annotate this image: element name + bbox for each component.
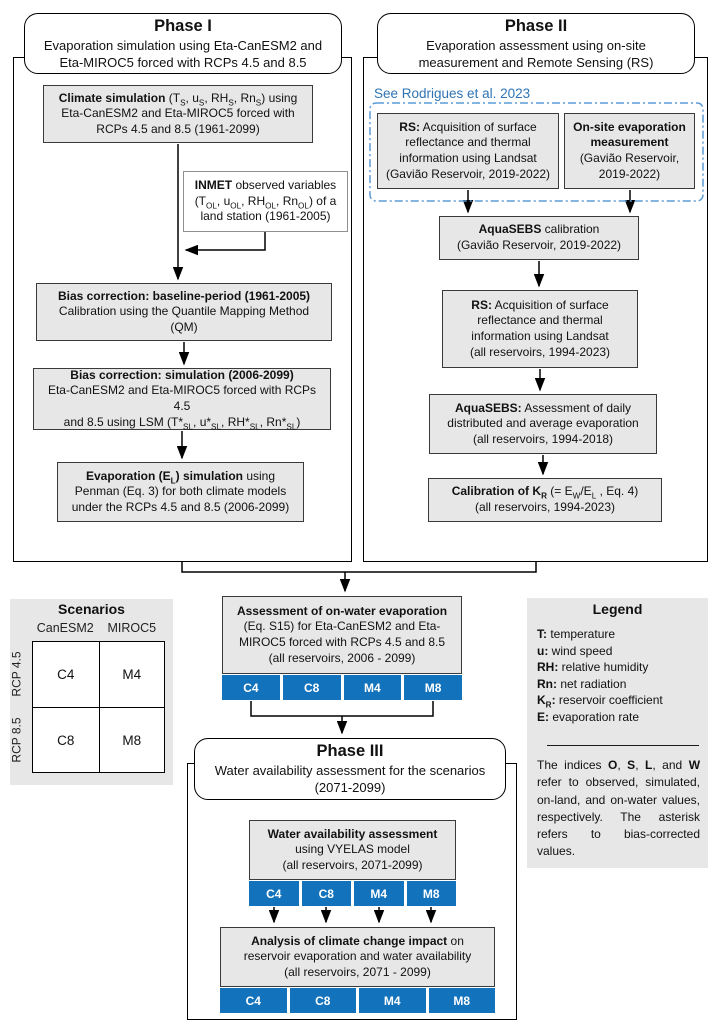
scenario-cell-m8: M8 [407, 881, 457, 906]
scenario-row-water-availability [249, 881, 456, 906]
scenario-cell-m8: M8 [404, 675, 462, 700]
scenarios-title: Scenarios [58, 601, 125, 617]
col-header-canesm2: CanESM2 [36, 621, 94, 635]
aquasebs-assessment-box: AquaSEBS: Assessment of daily distributed and average evaporation (all reservoirs, 1994-2018) [429, 394, 657, 454]
analysis-impact-box: Analysis of climate change impact on reservoir evaporation and water availability (all reservoirs, 2071 - 2099) [220, 927, 495, 987]
legend-title: Legend [592, 601, 643, 617]
legend-item-temperature: T: temperature [537, 627, 616, 641]
scenarios-cell-c8: C8 [33, 707, 99, 772]
phase2-subtitle: Evaporation assessment using on-site measurement and Remote Sensing (RS) [418, 37, 654, 70]
climate-simulation-box: Climate simulation ($T_S$, $u_S$, $RH_S$, $Rn_S$) using Eta-CanESM2 and Eta-MIROC5 forced with RCPs 4.5 and 8.5 (1961-2099) [43, 85, 313, 143]
phase1-title: Phase I [154, 17, 212, 35]
scenario-cell-c8: C8 [290, 988, 357, 1013]
phase3-title: Phase III [316, 742, 384, 760]
scenario-cell-m8: M8 [429, 988, 496, 1013]
col-header-miroc5: MIROC5 [107, 621, 157, 635]
phase2-title: Phase II [504, 17, 568, 35]
rs-acquisition-all-box: RS: Acquisition of surface reflectance and thermal information using Landsat (all reservoirs, 1994-2023) [442, 290, 638, 368]
legend-item-relative-humidity: RH: relative humidity [537, 660, 649, 674]
assessment-on-water-box: Assessment of on-water evaporation (Eq. S15) for Eta-CanESM2 and Eta- MIROC5 forced with RCPs 4.5 and 8.5 (all reservoirs, 2006 - 2099) [222, 596, 462, 674]
evaporation-simulation-box: Evaporation $(E_L)$ simulation using Penman (Eq. 3) for both climate models under the RCPs 4.5 and 8.5 (2006-2099) [57, 462, 304, 522]
phase1-header [24, 13, 342, 74]
onsite-measurement-box: On-site evaporation measurement (Gavião Reservoir, 2019-2022) [564, 113, 695, 189]
legend-item-reservoir-coefficient: $K_R$: reservoir coefficient [537, 693, 663, 710]
phase1-subtitle: Evaporation simulation using Eta-CanESM2 and Eta-MIROC5 forced with RCPs 4.5 and 8.5 [43, 37, 323, 70]
legend-item-evaporation-rate: E: evaporation rate [537, 709, 640, 724]
aquasebs-calibration-box: AquaSEBS calibration (Gavião Reservoir, 2019-2022) [439, 216, 639, 260]
rs-acquisition-gaviao-box: RS: Acquisition of surface reflectance and thermal information using Landsat (Gavião Reservoir, 2019-2022) [377, 113, 559, 189]
scenarios-cell-m8: M8 [99, 707, 165, 772]
scenario-cell-c4: C4 [249, 881, 299, 906]
scenario-row-assessment [222, 675, 462, 700]
scenario-cell-c4: C4 [222, 675, 280, 700]
kr-calibration-box: Calibration of $K_R$ (= $E_W/E_L$ , Eq. 4) (all reservoirs, 1994-2023) [428, 478, 662, 522]
bias-simulation-box: Bias correction: simulation (2006-2099) Eta-CanESM2 and Eta-MIROC5 forced with RCPs 4.5 and 8.5 using LSM ($T*_{SL}$, $u*_{SL}$, $RH*_{SL}$, $Rn*_{SL}$) [33, 368, 331, 430]
scenario-cell-m4: M4 [354, 881, 404, 906]
legend-items [537, 626, 703, 725]
phase3-header [194, 738, 506, 800]
row-header-rcp85: RCP 8.5 [10, 717, 25, 763]
bus-phase1-phase2 [182, 562, 536, 572]
phase3-subtitle: Water availability assessment for the scenarios (2071-2099) [214, 762, 486, 795]
legend-note: The indices O, S, L, and W refer to observed, simulated, on-land, and on-water values, respectively. The asterisk refers to bias-corrected values. [537, 758, 701, 859]
scenario-cell-c8: C8 [283, 675, 341, 700]
scenario-cell-c8: C8 [302, 881, 352, 906]
rodrigues-reference: See Rodrigues et al. 2023 [374, 86, 531, 101]
water-availability-box: Water availability assessment using VYELAS model (all reservoirs, 2071-2099) [249, 820, 456, 880]
bus-scenarios [251, 701, 433, 716]
scenarios-cell-c4: C4 [57, 667, 75, 682]
scenario-cell-c4: C4 [220, 988, 287, 1013]
bias-baseline-box: Bias correction: baseline-period (1961-2005) Calibration using the Quantile Mapping Method (QM) [36, 283, 332, 341]
inmet-box: INMET observed variables ($T_{OL}$, $u_{OL}$, $RH_{OL}$, $Rn_{OL}$) of a land station (1961-2005) [183, 171, 348, 232]
scenario-cell-m4: M4 [344, 675, 402, 700]
scenarios-column-headers [32, 621, 165, 635]
phase2-header [377, 13, 695, 74]
row-header-rcp45: RCP 4.5 [10, 651, 25, 697]
legend-item-wind-speed: u: wind speed [537, 643, 613, 658]
scenario-row-analysis [220, 988, 495, 1013]
legend-divider [547, 745, 699, 746]
scenario-cell-m4: M4 [359, 988, 426, 1013]
legend-item-net-radiation: Rn: net radiation [537, 676, 627, 691]
scenarios-cell-m4: M4 [99, 642, 165, 707]
scenarios-table [32, 641, 165, 773]
